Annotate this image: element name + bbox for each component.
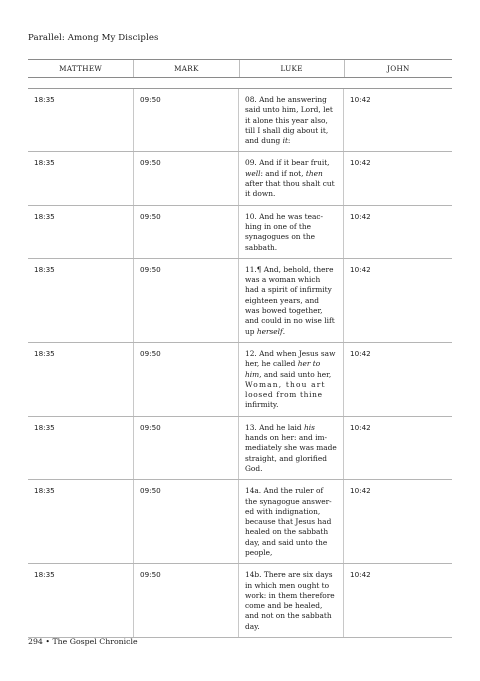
luke-verse: 09. And if it bear fruit, well: and if not, then after that thou shalt cut it down. xyxy=(239,152,344,204)
page-footer: 294 • The Gospel Chronicle xyxy=(28,637,138,646)
luke-verse: 14a. And the ruler of the synagogue answer- ed with indignation, because that Jesus had healed on the sabbath day, and said unto the people, xyxy=(239,480,344,563)
john-ref: 10:42 xyxy=(350,348,371,358)
matthew-ref: 18:35 xyxy=(28,480,134,563)
luke-verse: 11.¶ And, behold, there was a woman which had a spirit of infirmity eighteen years, and was bowed together, and could in no wise lift up herself. xyxy=(239,259,344,342)
table-row xyxy=(28,564,452,638)
mark-ref: 09:50 xyxy=(134,564,239,637)
table-header xyxy=(28,59,452,78)
column-header-mark: MARK xyxy=(134,60,239,77)
table-row xyxy=(28,89,452,152)
john-ref: 10:42 xyxy=(350,158,371,168)
john-ref: 10:42 xyxy=(350,95,371,104)
table-row xyxy=(28,480,452,564)
mark-ref: 09:50 xyxy=(134,343,239,416)
mark-ref: 09:50 xyxy=(134,152,239,204)
table-row xyxy=(28,206,452,259)
luke-verse: 12. And when Jesus saw her, he called her to him, and said unto her, Woman, thou art loosed from thine infirmity. xyxy=(239,343,344,416)
table-row xyxy=(28,417,452,480)
table-row xyxy=(28,259,452,343)
mark-ref: 09:50 xyxy=(134,417,239,479)
john-ref: 10:42 xyxy=(350,264,371,274)
luke-verse: 10. And he was teac- hing in one of the synagogues on the sabbath. xyxy=(239,206,344,258)
matthew-ref: 18:35 xyxy=(28,417,134,479)
matthew-ref: 18:35 xyxy=(28,152,134,204)
matthew-ref: 18:35 xyxy=(28,259,134,342)
column-header-luke: LUKE xyxy=(240,60,345,77)
luke-verse: 13. And he laid his hands on her: and im- mediately she was made straight, and glorified God. xyxy=(239,417,344,479)
column-header-matthew: MATTHEW xyxy=(28,60,134,77)
table-row xyxy=(28,343,452,417)
john-ref: 10:42 xyxy=(350,570,371,580)
parallel-table xyxy=(28,88,452,638)
luke-verse: 08. And he answering said unto him, Lord, let it alone this year also, till I shall dig about it, and dung it: xyxy=(239,89,344,151)
mark-ref: 09:50 xyxy=(134,89,239,151)
john-ref: 10:42 xyxy=(350,422,371,432)
mark-ref: 09:50 xyxy=(134,259,239,342)
matthew-ref: 18:35 xyxy=(28,89,134,151)
john-ref: 10:42 xyxy=(350,486,371,496)
luke-verse: 14b. There are six days in which men ought to work: in them therefore come and be healed, and not on the sabbath day. xyxy=(239,564,344,637)
matthew-ref: 18:35 xyxy=(28,343,134,416)
running-head: Parallel: Among My Disciples xyxy=(28,33,159,43)
matthew-ref: 18:35 xyxy=(28,564,134,637)
john-ref: 10:42 xyxy=(350,211,371,221)
matthew-ref: 18:35 xyxy=(28,206,134,258)
column-header-john: JOHN xyxy=(387,64,410,73)
table-row xyxy=(28,152,452,205)
mark-ref: 09:50 xyxy=(134,480,239,563)
mark-ref: 09:50 xyxy=(134,206,239,258)
